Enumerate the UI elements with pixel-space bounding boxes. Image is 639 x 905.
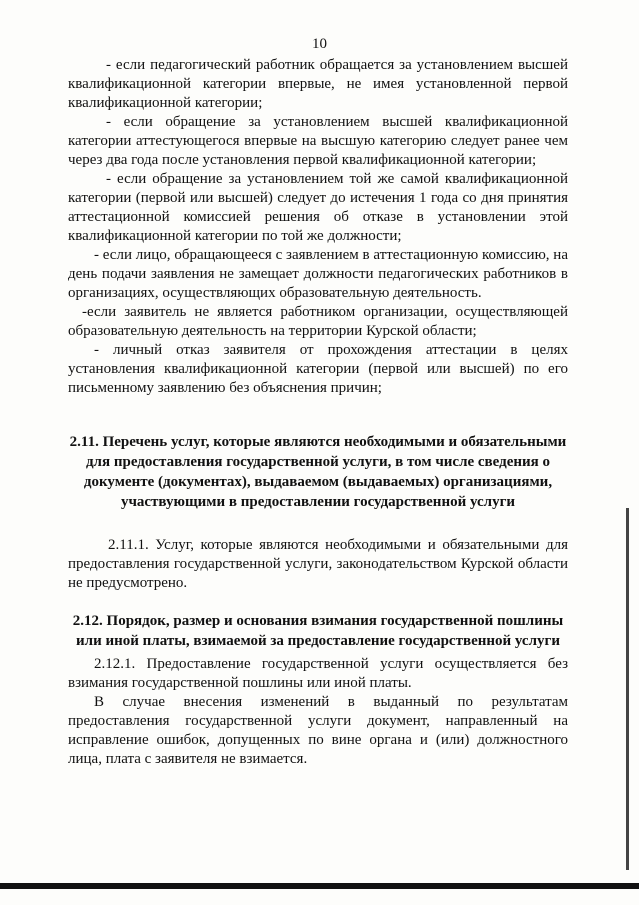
list-item: - личный отказ заявителя от прохождения аттестации в целях установления квалификационной категории (первой или высшей) по его письменному заявлению без объяснения причин; — [68, 342, 568, 396]
section-heading-2-11: 2.11. Перечень услуг, которые являются необходимыми и обязательными для предоставления государственной услуги, в том числе сведения о документе (документах), выдаваемом (выдаваемых) организациями, участвующими в предоставлении государственной услуги — [69, 434, 567, 510]
list-item: - если педагогический работник обращается за установлением высшей квалификационной категории впервые, не имея установленной первой квалификационной категории; — [68, 57, 568, 111]
page-number: 10 — [312, 36, 327, 52]
list-item: - если обращение за установлением той же самой квалификационной категории (первой или высшей) следует до истечения 1 года со дня принятия аттестационной комиссией решения об отказе в установлении этой квалификационной категории по той же должности; — [68, 171, 568, 244]
list-item: - если лицо, обращающееся с заявлением в аттестационную комиссию, на день подачи заявления не замещает должности педагогических работников в организациях, осуществляющих образовательную деятельность. — [68, 247, 568, 301]
scan-bottom-border — [0, 883, 639, 889]
scan-edge-line — [626, 508, 629, 870]
section-paragraph-2-11-1: 2.11.1. Услуг, которые являются необходимыми и обязательными для предоставления государственной услуги, законодательством Курской области не предусмотрено. — [68, 537, 568, 591]
list-item: -если заявитель не является работником организации, осуществляющей образовательную деятельность на территории Курской области; — [68, 304, 568, 339]
list-item: - если обращение за установлением высшей квалификационной категории аттестующегося впервые на высшую категорию следует ранее чем через два года после установления первой квалификационной категории; — [68, 114, 568, 168]
section-paragraph-2-12-1: 2.12.1. Предоставление государственной услуги осуществляется без взимания государственной пошлины или иной платы. — [68, 656, 568, 691]
document-body — [68, 56, 568, 769]
section-heading-2-12: 2.12. Порядок, размер и основания взимания государственной пошлины или иной платы, взимаемой за предоставление государственной услуги — [72, 613, 564, 649]
section-paragraph-2-12-2: В случае внесения изменений в выданный по результатам предоставления государственной услуги документ, направленный на исправление ошибок, допущенных по вине органа и (или) должностного лица, плата с заявителя не взимается. — [68, 694, 568, 767]
